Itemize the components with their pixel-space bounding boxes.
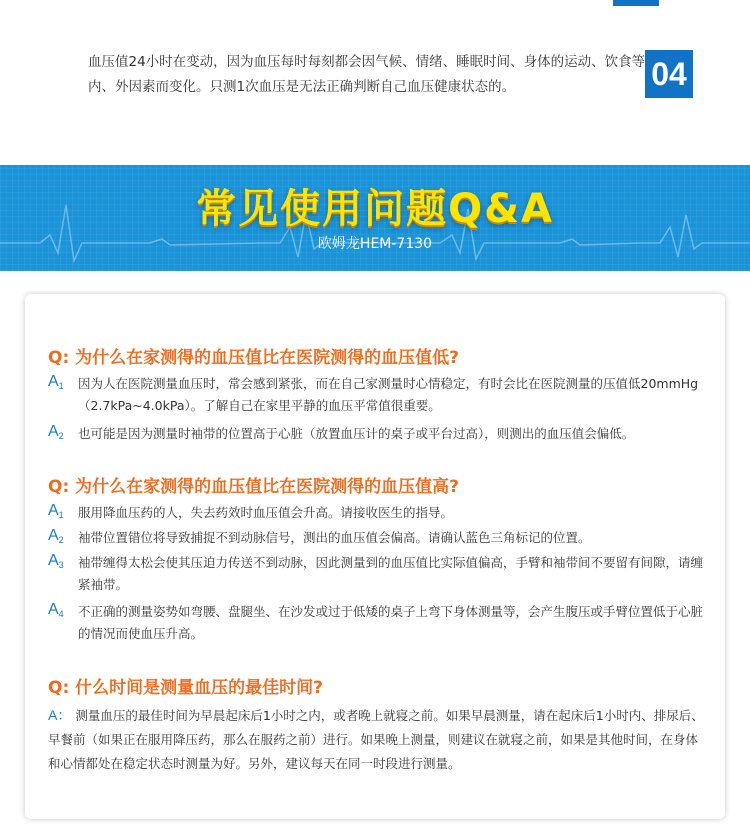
section-number-badge: 04 (645, 50, 693, 98)
answer-2-3 (48, 552, 708, 596)
answer-3-1 (48, 703, 708, 776)
question-3: Q: 什么时间是测量血压的最佳时间? (48, 678, 324, 698)
qa-banner (0, 165, 750, 271)
answer-text: 测量血压的最佳时间为早晨起床后1小时之内，或者晚上就寝之前。如果早晨测量，请在起床后1小时内、排尿后、早餐前（如果正在服用降压药，那么在服药之前）进行。如果晚上测量，则建议在就寝之前，如果是其他时间，在身体和心情都处在稳定状态时测量为好。另外，建议每天在同一时段进行测量。 (48, 708, 704, 771)
answer-mark: A： (48, 707, 72, 723)
answer-text: 不正确的测量姿势如弯腰、盘腿坐、在沙发或过于低矮的桌子上弯下身体测量等，会产生腹压或手臂位置低于心脏的情况而使血压升高。 (78, 604, 704, 641)
answer-text: 袖带缠得太松会使其压迫力传送不到动脉，因此测量到的血压值比实际值偏高，手臂和袖带间不要留有间隙，请缠紧袖带。 (78, 555, 704, 592)
answer-1-2 (48, 423, 708, 445)
banner-title: 常见使用问题Q&A (196, 186, 554, 232)
answer-mark: $A_1$ (48, 502, 64, 520)
answer-2-2 (48, 527, 708, 549)
answer-mark: $A_2$ (48, 423, 64, 441)
answer-mark: $A_2$ (48, 527, 64, 545)
question-2: Q: 为什么在家测得的血压值比在医院测得的血压值高? (48, 477, 460, 497)
answer-text: 服用降血压药的人，失去药效时血压值会升高。请接收医生的指导。 (78, 505, 454, 520)
answer-2-1 (48, 502, 708, 524)
question-1: Q: 为什么在家测得的血压值比在医院测得的血压值低? (48, 348, 460, 368)
answer-mark: $A_3$ (48, 552, 64, 570)
intro-paragraph: 血压值24小时在变动，因为血压每时每刻都会因气候、情绪、睡眠时间、身体的运动、饮食等内、外因素而变化。只测1次血压是无法正确判断自己血压健康状态的。 (88, 54, 646, 95)
answer-text: 因为人在医院测量血压时，常会感到紧张，而在自己家测量时心情稳定，有时会比在医院测量的压值低20mmHg（2.7kPa~4.0kPa）。了解自己在家里平静的血压平常值很重要。 (78, 376, 699, 413)
answer-mark: $A_1$ (48, 373, 64, 391)
answer-mark: $A_4$ (48, 601, 64, 619)
banner-subtitle: 欧姆龙HEM-7130 (317, 236, 433, 252)
answer-text: 袖带位置错位将导致捕捉不到动脉信号，测出的血压值会偏高。请确认蓝色三角标记的位置。 (78, 530, 591, 545)
answer-2-4 (48, 601, 708, 645)
answer-text: 也可能是因为测量时袖带的位置高于心脏（放置血压计的桌子或平台过高），则测出的血压值会偏低。 (78, 426, 635, 441)
answer-1-1 (48, 373, 708, 417)
top-tab-decoration (613, 0, 659, 6)
